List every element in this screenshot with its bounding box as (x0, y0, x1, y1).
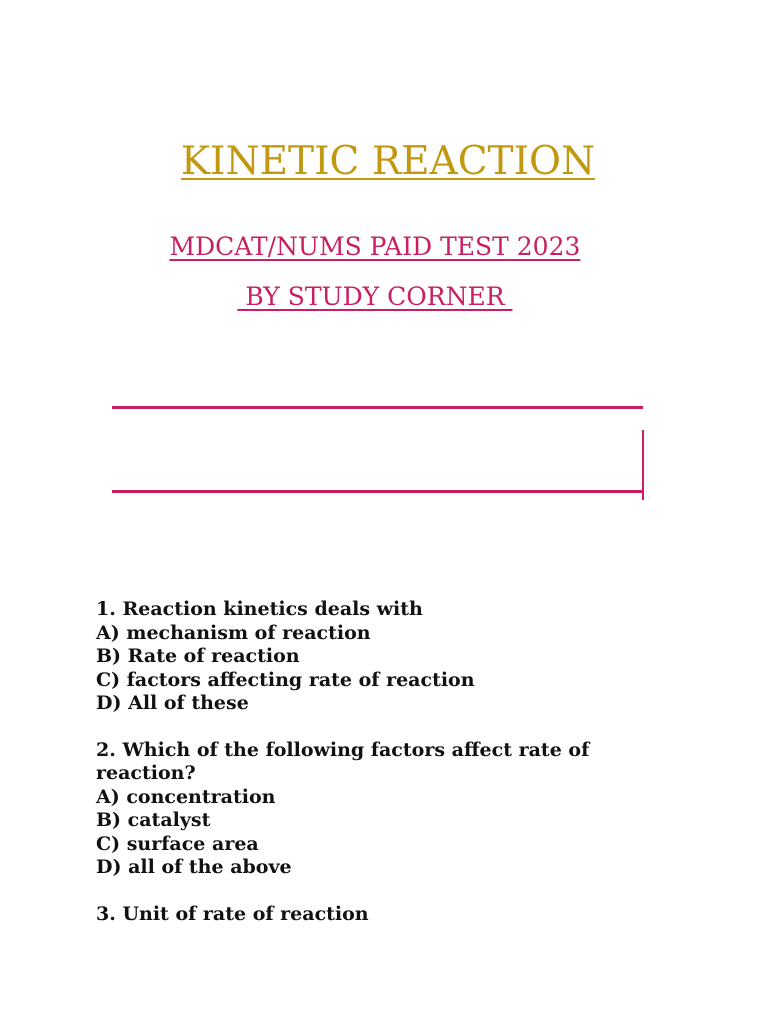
document-title (0, 138, 768, 186)
answer-option: A) concentration (96, 785, 276, 808)
question-text: 2. Which of the following factors affect rate of reaction? (96, 738, 590, 784)
document-subtitle-text: MDCAT/NUMS PAID TEST 2023 (169, 232, 581, 261)
document-title-text: KINETIC REACTION (180, 139, 596, 184)
answer-option: C) surface area (96, 832, 259, 855)
answer-option: B) Rate of reaction (96, 645, 300, 667)
question-text: 3. Unit of rate of reaction (96, 902, 369, 925)
answer-option: A) mechanism of reaction (96, 621, 371, 644)
question-2 (96, 739, 696, 880)
answer-option: D) all of the above (96, 856, 292, 878)
question-1 (96, 598, 696, 716)
answer-option: B) catalyst (96, 809, 211, 831)
question-3 (96, 903, 696, 927)
question-list (96, 598, 696, 926)
document-author-text: BY STUDY CORNER (237, 282, 513, 311)
document-author (0, 249, 768, 313)
answer-option: C) factors affecting rate of reaction (96, 668, 475, 691)
answer-option: D) All of these (96, 692, 249, 714)
divider-line-top (112, 406, 643, 409)
divider-line-bottom (112, 490, 643, 493)
question-text: 1. Reaction kinetics deals with (96, 598, 423, 620)
